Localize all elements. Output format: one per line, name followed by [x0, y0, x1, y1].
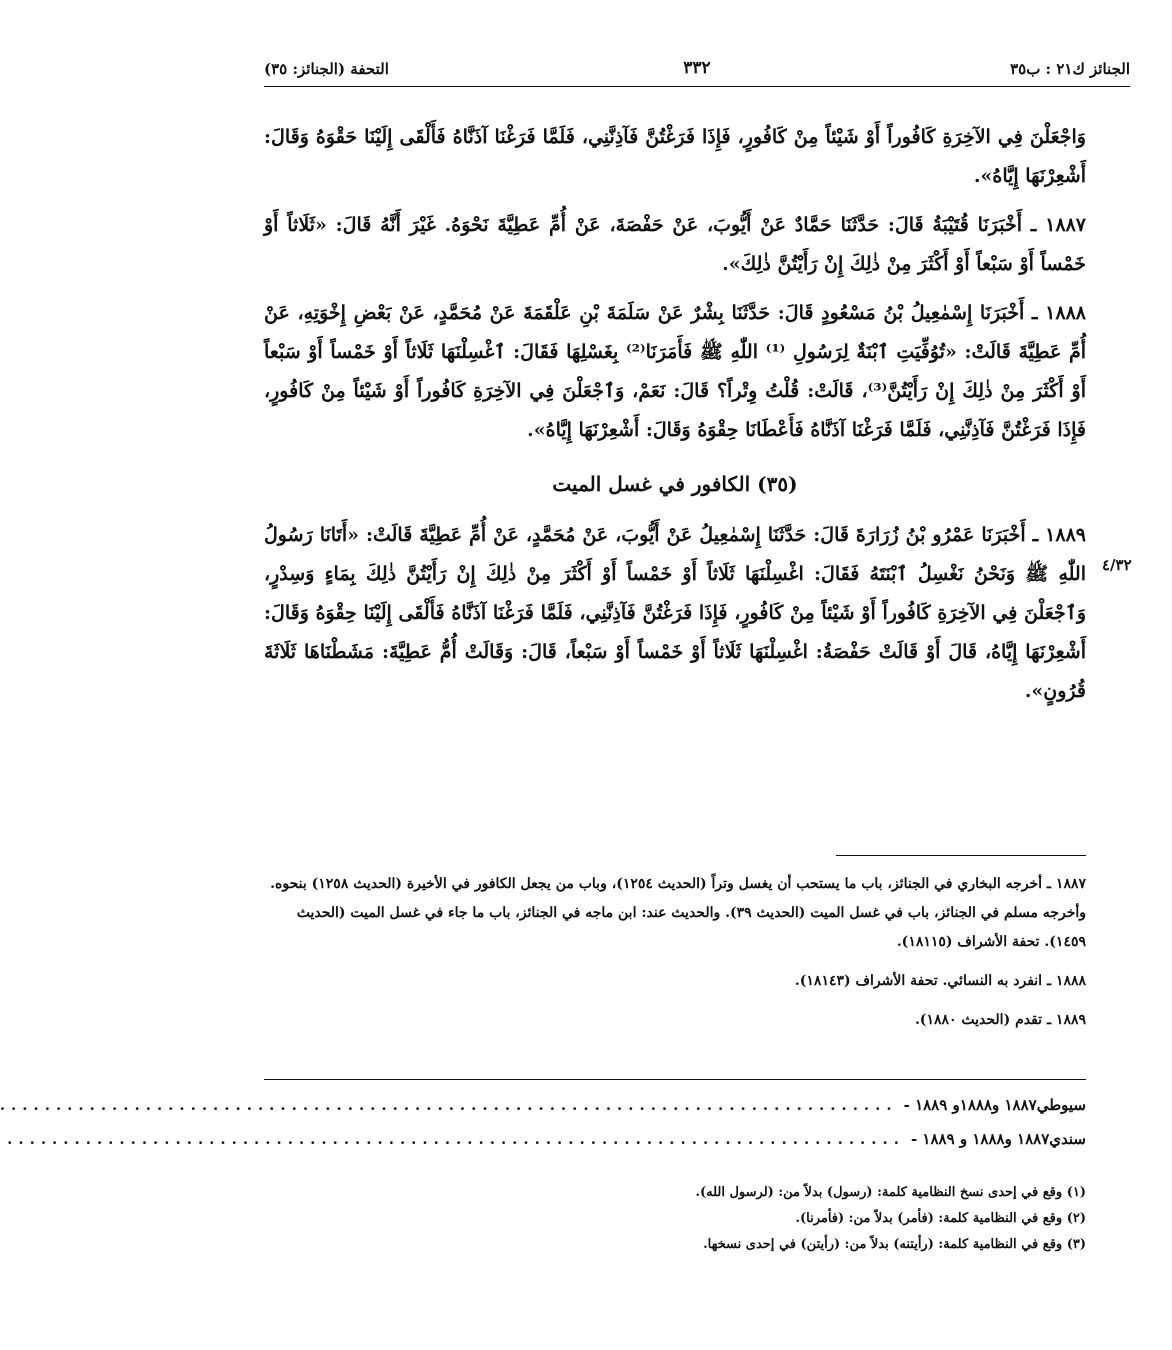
hadith-paragraph-1888	[264, 294, 1086, 450]
variant-note-3: (٣) وقع في النظامية كلمة: (رأيتنه) بدلاً من: (رأيتن) في إحدى نسخها.	[703, 1237, 1086, 1252]
main-text	[264, 118, 1086, 721]
hadith-number: ١٨٨٧	[1045, 214, 1086, 236]
header-tuhfa-ref: التحفة (الجنائز: ٣٥)	[264, 60, 389, 78]
footnote-1889: ١٨٨٩ ـ تقدم (الحديث ١٨٨٠).	[914, 1012, 1086, 1028]
commentary-references	[0, 1088, 1086, 1156]
footnote-divider	[836, 855, 1086, 856]
hadith-paragraph-continuation	[264, 118, 1086, 196]
variant-note-1: (١) وقع في إحدى نسخ النظامية كلمة: (رسول) بدلاً من: (لرسول الله).	[695, 1185, 1086, 1200]
hadith-number: ١٨٨٨	[1045, 302, 1086, 324]
reference-line-suyuti	[0, 1088, 1086, 1122]
hadith-text: ـ أَخْبَرَنَا إِسْمٰعِيلُ بْنُ مَسْعُودٍ قَالَ: حَدَّثَنَا بِشْرٌ عَنْ سَلَمَةَ بْنِ عَلْقَمَةَ عَنْ مُحَمَّدٍ، عَنْ بَعْضِ إِخْوَتِهِ، عَنْ أُمِّ عَطِيَّةَ قَالَتْ: «تُوُفِّيَتِ ٱبْنَةٌ لِرَسُولِ ⁽¹⁾ اللّٰهِ ﷺ فَأَمَرَنَا⁽²⁾ بِغَسْلِهَا فَقَالَ: ٱغْسِلْنَهَا ثَلَاثاً أَوْ خَمْساً أَوْ سَبْعاً أَوْ أَكْثَرَ مِنْ ذٰلِكَ إِنْ رَأَيْتُنَّ⁽³⁾، قَالَتْ: قُلْتُ وِتْراً؟ قَالَ: نَعَمْ، وَٱجْعَلْنَ فِي الآخِرَةِ كَافُوراً أَوْ شَيْئاً مِنْ كَافُورٍ، فَإِذَا فَرَغْتُنَّ فَآذِنَّنِي، فَلَمَّا فَرَغْنَا آذَنَّاهُ فَأَعْطَانَا حِقْوَهُ وَقَالَ: أَشْعِرْنَهَا إِيَّاهُ».	[264, 302, 1086, 441]
references-divider	[264, 1079, 1086, 1080]
hadith-paragraph-1887	[264, 206, 1086, 284]
reference-line-sindi	[7, 1122, 1086, 1156]
section-heading: (٣٥) الكافور في غسل الميت	[552, 472, 798, 496]
reference-label: سندي١٨٨٧ و١٨٨٨ و ١٨٨٩ -	[910, 1130, 1086, 1148]
footnotes	[264, 870, 1086, 1045]
leader-dots: ................................................................................	[0, 1096, 898, 1114]
hadith-text: وَاجْعَلْنَ فِي الآخِرَةِ كَافُوراً أَوْ شَيْئاً مِنْ كَافُورٍ، فَإِذَا فَرَغْتُنَّ فَآذِنَّنِي، فَلَمَّا فَرَغْنَا آذَنَّاهُ فَأَلْقَى إِلَيْنَا حَقْوَهُ وَقَالَ: أَشْعِرْنَهَا إِيَّاهُ».	[264, 126, 1086, 187]
margin-volume-ref: ٤/٣٢	[1102, 556, 1132, 574]
page-number: ٣٣٢	[683, 58, 711, 78]
header-chapter-ref: الجنائز ك٢١ : ب٣٥	[1010, 60, 1130, 78]
manuscript-variants	[264, 1180, 1086, 1258]
hadith-text: ـ أَخْبَرَنَا قُتَيْبَةُ قَالَ: حَدَّثَنَا حَمَّادٌ عَنْ أَيُّوبَ، عَنْ حَفْصَةَ، عَنْ أُمِّ عَطِيَّةَ نَحْوَهُ. غَيْرَ أَنَّهُ قَالَ: «ثَلَاثاً أَوْ خَمْساً أَوْ سَبْعاً أَوْ أَكْثَرَ مِنْ ذٰلِكَ إِنْ رَأَيْتُنَّ ذٰلِكَ».	[264, 214, 1086, 275]
footnote-1888: ١٨٨٨ ـ انفرد به النسائي. تحفة الأشراف (١٨١٤٣).	[794, 973, 1086, 989]
hadith-paragraph-1889	[264, 516, 1086, 711]
footnote-1887: ١٨٨٧ ـ أخرجه البخاري في الجنائز، باب ما يستحب أن يغسل وتراً (الحديث ١٢٥٤)، وباب من يجعل الكافور في الأخيرة (الحديث ١٢٥٨) بنحوه. وأخرجه مسلم في الجنائز، باب في غسل الميت (الحديث ٣٩). والحديث عند: ابن ماجه في الجنائز، باب ما جاء في غسل الميت (الحديث ١٤٥٩). تحفة الأشراف (١٨١١٥).	[270, 876, 1086, 950]
page-header	[264, 56, 1130, 87]
hadith-text: ـ أَخْبَرَنَا عَمْرُو بْنُ زُرَارَةَ قَالَ: حَدَّثَنَا إِسْمٰعِيلُ عَنْ أَيُّوبَ، عَنْ مُحَمَّدٍ، عَنْ أُمِّ عَطِيَّةَ قَالَتْ: «أَتَانَا رَسُولُ اللّٰهِ ﷺ وَنَحْنُ نَغْسِلُ ٱبْنَتَهُ فَقَالَ: اغْسِلْنَهَا ثَلَاثاً أَوْ خَمْساً أَوْ أَكْثَرَ مِنْ ذٰلِكَ إِنْ رَأَيْتُنَّ ذٰلِكَ بِمَاءٍ وَسِدْرٍ، وَٱجْعَلْنَ فِي الآخِرَةِ كَافُوراً أَوْ شَيْئاً مِنْ كَافُورٍ، فَإِذَا فَرَغْتُنَّ فَآذِنَّنِي، فَلَمَّا فَرَغْنَا آذَنَّاهُ فَأَلْقَى إِلَيْنَا حِقْوَهُ وَقَالَ: أَشْعِرْنَهَا إِيَّاهُ، قَالَ أَوْ قَالَتْ حَفْصَةُ: اغْسِلْنَهَا ثَلَاثاً أَوْ خَمْساً أَوْ سَبْعاً، قَالَ: وَقَالَتْ أُمُّ عَطِيَّةَ: مَشَطْنَاهَا ثَلَاثَةَ قُرُونٍ».	[264, 524, 1086, 702]
reference-label: سيوطي١٨٨٧ و١٨٨٨و ١٨٨٩ -	[903, 1096, 1086, 1114]
variant-note-2: (٢) وقع في النظامية كلمة: (فأمر) بدلاً من: (فأمرنا).	[795, 1211, 1086, 1226]
hadith-number: ١٨٨٩	[1045, 524, 1086, 546]
leader-dots: ................................................................................	[7, 1130, 905, 1148]
